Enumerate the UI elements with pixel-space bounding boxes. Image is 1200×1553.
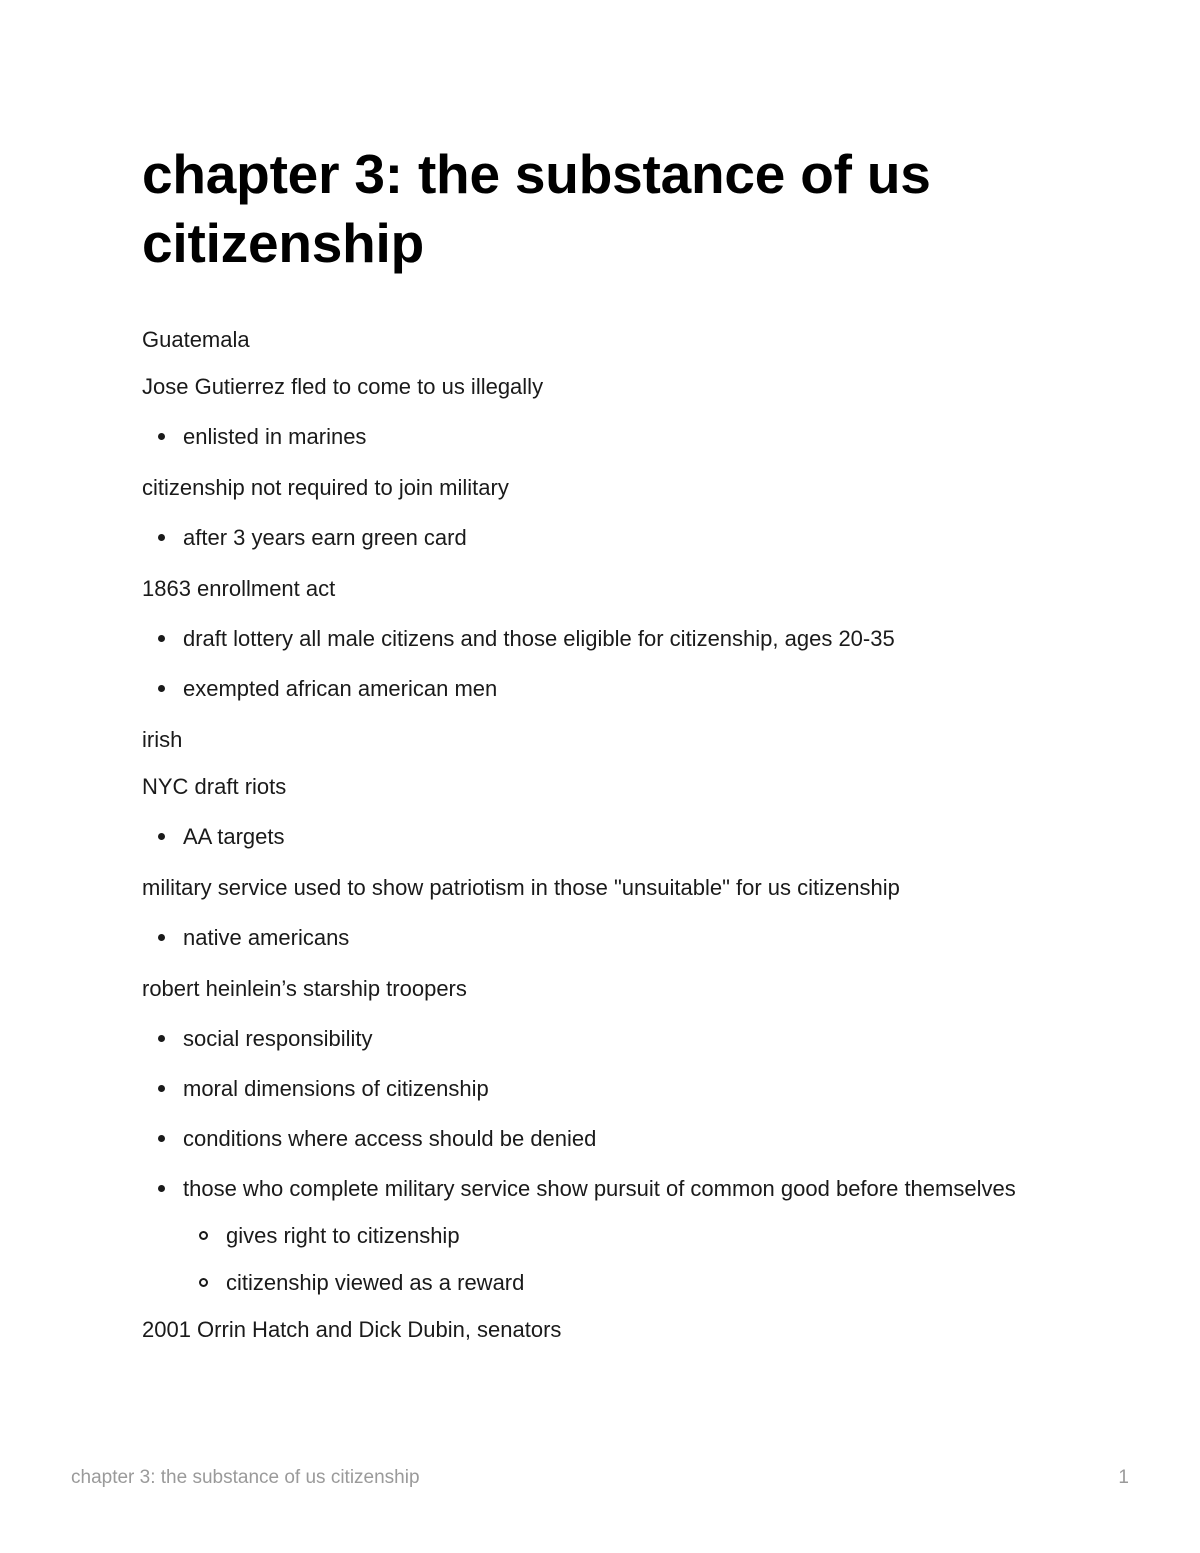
list-item [142, 1172, 1042, 1296]
paragraph: NYC draft riots [142, 774, 287, 799]
bullet-circle-icon [199, 1278, 208, 1287]
bullet-list [142, 521, 1042, 555]
list-item-text: AA targets [183, 824, 285, 849]
bullet-list [142, 420, 1042, 454]
list-item [142, 420, 1042, 454]
bullet-list [142, 622, 1042, 706]
sub-list-item [183, 1269, 1042, 1296]
list-item [142, 820, 1042, 854]
bullet-list [142, 921, 1042, 955]
page-number: 1 [1118, 1467, 1129, 1488]
paragraph: 2001 Orrin Hatch and Dick Dubin, senators [142, 1317, 562, 1342]
paragraph: Guatemala [142, 327, 250, 352]
page-content [142, 140, 1042, 1363]
list-item-text: social responsibility [183, 1026, 373, 1051]
bullet-dot-icon [158, 1135, 165, 1142]
list-item [142, 921, 1042, 955]
list-item-text: after 3 years earn green card [183, 525, 467, 550]
paragraph: 1863 enrollment act [142, 576, 336, 601]
sub-list-item-text: gives right to citizenship [226, 1223, 460, 1248]
list-item-text: moral dimensions of citizenship [183, 1076, 489, 1101]
list-item-text: native americans [183, 925, 350, 950]
list-item [142, 672, 1042, 706]
sub-bullet-list [183, 1222, 1042, 1296]
sub-list-item-text: citizenship viewed as a reward [226, 1270, 525, 1295]
bullet-dot-icon [158, 685, 165, 692]
list-item-text: enlisted in marines [183, 424, 367, 449]
paragraph: Jose Gutierrez fled to come to us illegally [142, 374, 544, 399]
list-item [142, 521, 1042, 555]
list-item [142, 1022, 1042, 1056]
bullet-dot-icon [158, 934, 165, 941]
footer-title: chapter 3: the substance of us citizenship [71, 1467, 420, 1488]
page-footer [71, 1466, 1129, 1490]
bullet-circle-icon [199, 1231, 208, 1240]
list-item [142, 1072, 1042, 1106]
paragraph: irish [142, 727, 183, 752]
list-item-text: draft lottery all male citizens and those eligible for citizenship, ages 20-35 [183, 626, 895, 651]
list-item-text: exempted african american men [183, 676, 498, 701]
bullet-dot-icon [158, 1185, 165, 1192]
list-item [142, 1122, 1042, 1156]
page-title: chapter 3: the substance of us citizenship [142, 143, 931, 274]
bullet-dot-icon [158, 635, 165, 642]
bullet-list [142, 820, 1042, 854]
sub-list-item [183, 1222, 1042, 1249]
bullet-dot-icon [158, 833, 165, 840]
bullet-dot-icon [158, 1085, 165, 1092]
list-item-text: conditions where access should be denied [183, 1126, 597, 1151]
bullet-dot-icon [158, 1035, 165, 1042]
bullet-dot-icon [158, 534, 165, 541]
list-item [142, 622, 1042, 656]
notes-body [142, 326, 1042, 1343]
paragraph: robert heinlein’s starship troopers [142, 976, 467, 1001]
bullet-dot-icon [158, 433, 165, 440]
paragraph: military service used to show patriotism in those "unsuitable" for us citizenship [142, 875, 900, 900]
bullet-list [142, 1022, 1042, 1296]
list-item-text: those who complete military service show pursuit of common good before themselves [183, 1176, 1016, 1201]
paragraph: citizenship not required to join military [142, 475, 509, 500]
